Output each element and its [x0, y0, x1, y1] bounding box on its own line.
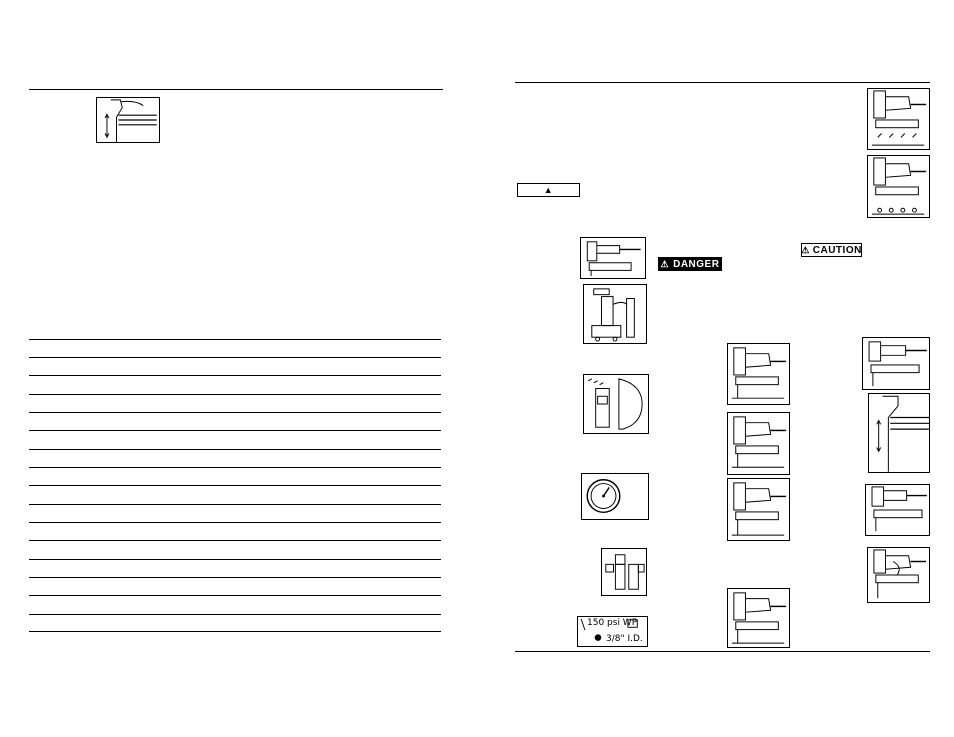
- table-rule: [29, 522, 441, 523]
- figure-filter-regulator: [601, 548, 647, 596]
- figure-depth-adjust: [96, 97, 160, 143]
- table-rule: [29, 412, 441, 413]
- figure-depth-adjust-2: [868, 393, 930, 473]
- figure-nailer-1: [727, 343, 790, 405]
- figure-tool-air-connect: [580, 237, 646, 279]
- warning-triangle-icon: ⚠: [801, 244, 810, 255]
- hose-diameter-label: 3/8" I.D.: [606, 634, 643, 644]
- table-rule: [29, 375, 441, 376]
- hose-pressure-label: 150 psi WP: [587, 618, 638, 628]
- warning-triangle-icon: ▲: [543, 185, 554, 195]
- table-rule: [29, 577, 441, 578]
- figure-firing-sequence-2: [867, 155, 930, 218]
- right-footer-rule: [515, 651, 930, 652]
- table-rule: [29, 540, 441, 541]
- table-rule: [29, 614, 441, 615]
- table-rule: [29, 430, 441, 431]
- figure-firing-sequence-1: [867, 88, 930, 150]
- caution-label: CAUTION: [812, 244, 862, 256]
- right-header-rule: [515, 82, 930, 83]
- table-rule: [29, 631, 441, 632]
- table-rule: [29, 559, 441, 560]
- danger-label: DANGER: [673, 258, 720, 270]
- figure-nailer-4: [727, 588, 790, 648]
- table-rule: [29, 595, 441, 596]
- figure-nailer-2: [727, 412, 790, 475]
- table-rule: [29, 357, 441, 358]
- figure-pressure-gauge: [581, 473, 649, 520]
- figure-nailer-jam: [867, 547, 930, 603]
- table-rule: [29, 449, 441, 450]
- table-rule: [29, 467, 441, 468]
- figure-nailer-loading: [865, 484, 930, 536]
- caution-badge: [801, 243, 862, 257]
- figure-oil-drops: [583, 374, 649, 434]
- table-rule: [29, 485, 441, 486]
- table-rule: [29, 394, 441, 395]
- warning-triangle-icon: ⚠: [660, 258, 670, 269]
- warning-badge: [517, 183, 580, 197]
- table-rule: [29, 339, 441, 340]
- left-header-rule: [29, 89, 443, 90]
- figure-hose-rating: [577, 616, 648, 647]
- troubleshooting-table: [29, 339, 441, 632]
- figure-nailer-side: [862, 337, 930, 390]
- table-rule: [29, 504, 441, 505]
- figure-compressor: [583, 284, 647, 344]
- danger-badge: [658, 257, 722, 271]
- figure-nailer-3: [727, 478, 790, 541]
